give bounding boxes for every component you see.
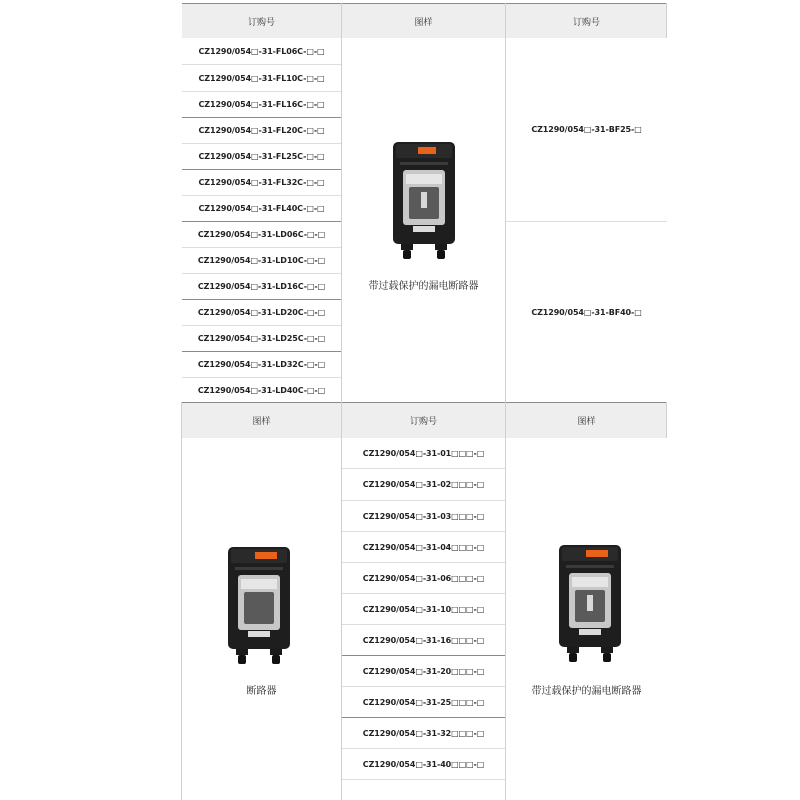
order-code: CZ1290/054□-31-20□□□-□ (362, 666, 485, 676)
image-caption: 带过载保护的漏电断路器 (368, 281, 479, 292)
header-order-number (182, 4, 341, 38)
order-code: CZ1290/054□-31-LD16C-□-□ (197, 282, 326, 291)
order-code: CZ1290/054□-31-40□□□-□ (362, 759, 485, 769)
order-code: CZ1290/054□-31-LD25C-□-□ (197, 334, 326, 343)
order-code: CZ1290/054□-31-32□□□-□ (362, 728, 485, 738)
order-code: CZ1290/054□-31-FL10C-□-□ (198, 73, 325, 83)
order-code: CZ1290/054□-31-FL40C-□-□ (198, 204, 325, 213)
order-code: CZ1290/054□-31-LD40C-□-□ (197, 385, 326, 395)
header-label: 图样 (252, 417, 271, 427)
order-code: CZ1290/054□-31-06□□□-□ (362, 573, 485, 583)
order-code: CZ1290/054□-31-FL20C-□-□ (198, 126, 325, 135)
header-label: 订购号 (247, 17, 275, 28)
order-code: CZ1290/054□-31-03□□□-□ (362, 511, 485, 521)
order-code: CZ1290/054□-31-10□□□-□ (362, 604, 485, 614)
header-image (342, 4, 505, 38)
breaker-enclosure-image (222, 545, 298, 667)
header-label: 图样 (577, 417, 596, 427)
order-code: CZ1290/054□-31-LD10C-□-□ (197, 256, 326, 265)
header-order-number (506, 4, 667, 38)
header-label: 订购号 (572, 17, 600, 28)
order-code: CZ1290/054□-31-LD32C-□-□ (197, 360, 326, 369)
header-order-number (342, 403, 505, 438)
header-image (506, 403, 667, 438)
order-code: CZ1290/054□-31-FL06C-□-□ (198, 46, 325, 56)
order-code: CZ1290/054□-31-BF25-□ (531, 125, 642, 134)
order-code: CZ1290/054□-31-04□□□-□ (362, 542, 485, 552)
order-code: CZ1290/054□-31-FL16C-□-□ (198, 100, 325, 109)
header-label: 订购号 (409, 417, 437, 427)
order-code: CZ1290/054□-31-FL32C-□-□ (198, 178, 325, 187)
order-code: CZ1290/054□-31-02□□□-□ (362, 480, 485, 489)
image-caption: 断路器 (246, 686, 277, 697)
order-code: CZ1290/054□-31-BF40-□ (531, 307, 642, 317)
order-code: CZ1290/054□-31-LD20C-□-□ (197, 308, 326, 317)
image-caption: 带过载保护的漏电断路器 (531, 686, 642, 697)
order-code: CZ1290/054□-31-16□□□-□ (362, 635, 485, 645)
order-code: CZ1290/054□-31-25□□□-□ (362, 697, 485, 707)
header-label: 图样 (414, 17, 433, 28)
header-image (182, 403, 341, 438)
order-code: CZ1290/054□-31-LD06C-□-□ (197, 230, 326, 239)
order-code: CZ1290/054□-31-01□□□-□ (362, 449, 485, 458)
order-code: CZ1290/054□-31-FL25C-□-□ (198, 152, 325, 161)
breaker-enclosure-image (387, 140, 463, 262)
breaker-enclosure-image (553, 543, 629, 665)
